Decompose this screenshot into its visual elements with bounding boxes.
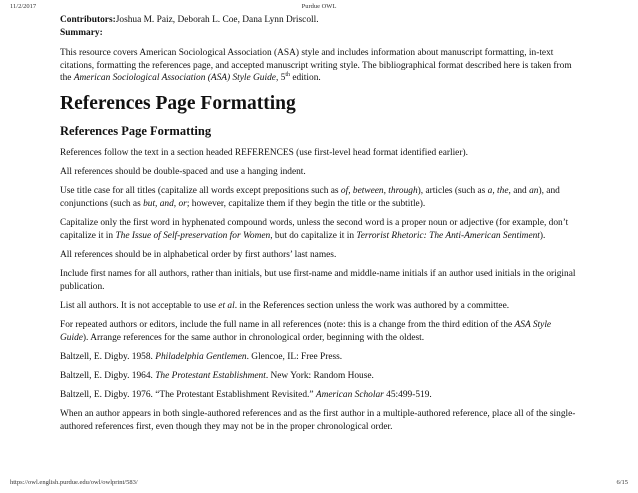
italic-run: American Scholar [315, 390, 384, 401]
paragraph-hyphenated-words [60, 217, 580, 242]
summary-edition-sup: th [285, 72, 290, 79]
italic-run: but, and, or [143, 198, 187, 209]
summary-text-1: This resource covers American Sociological Association (ASA) style and includes information about manuscript formatting, in-text citations, formatting the references page, and accepted manuscript writing style. The bibliographical format described here is taken from the [60, 48, 572, 84]
italic-run: Terrorist Rhetoric: The Anti-American Sentiment [356, 230, 540, 241]
contributors-line [60, 14, 580, 27]
italic-run: The Issue of Self-preservation for Women [115, 230, 271, 241]
text-run: ), and conjunctions (such as [60, 186, 560, 209]
reference-example-2 [60, 370, 580, 383]
contributors-value: Joshua M. Paiz, Deborah L. Coe, Dana Lynn Driscoll. [115, 15, 319, 25]
article-meta [60, 14, 580, 39]
text-run: Baltzell, E. Digby. 1976. “The Protestant Establishment Revisited.” [60, 390, 316, 401]
text-run: ). [539, 230, 546, 241]
paragraph-list-all-authors [60, 300, 580, 313]
reference-example-1 [60, 351, 580, 364]
italic-run: Philadelphia Gentlemen [155, 351, 247, 362]
paragraph-single-authored-first: When an author appears in both single-authored references and as the first author in a multiple-authored reference, place all of the single-authored references first, even though they may not be in the proper chronological order. [60, 409, 576, 432]
print-site-name: Purdue OWL [301, 3, 337, 10]
print-footer [10, 479, 628, 489]
summary-guide-title: American Sociological Association (ASA) Style Guide [73, 73, 276, 84]
paragraph-double-spaced: All references should be double-spaced and use a hanging indent. [60, 167, 306, 178]
text-run: Baltzell, E. Digby. 1958. [60, 351, 156, 362]
summary-text-3: edition. [290, 73, 321, 84]
summary-text-2: , 5 [275, 73, 286, 84]
text-run: ; however, capitalize them if they begin the title or the subtitle). [186, 198, 426, 209]
document-content [60, 14, 580, 440]
text-run: Baltzell, E. Digby. 1964. [60, 371, 156, 382]
text-run: List all authors. It is not acceptable to use [60, 300, 219, 311]
italic-run: an [529, 186, 539, 197]
print-page-number: 6/15 [616, 479, 628, 486]
page-title: References Page Formatting [60, 92, 296, 114]
reference-example-3 [60, 389, 580, 402]
summary-label: Summary: [60, 27, 103, 38]
italic-run: The Protestant Establishment [155, 371, 266, 382]
text-run: 45:499-519. [383, 390, 432, 401]
italic-run: ASA Style Guide [60, 320, 552, 343]
text-run: ), articles (such as [417, 186, 488, 197]
text-run: Use title case for all titles (capitalize all words except prepositions such as [60, 186, 341, 197]
summary-paragraph [60, 47, 580, 85]
paragraph-references-heading: References follow the text in a section headed REFERENCES (use first-level head format identified earlier). [60, 147, 468, 158]
italic-run: of, between, through [340, 186, 418, 197]
print-date: 11/2/2017 [10, 3, 37, 10]
text-run: , and [508, 186, 530, 197]
text-run: . New York: Random House. [265, 371, 374, 382]
contributors-label: Contributors: [60, 15, 116, 25]
paragraph-repeated-authors [60, 319, 580, 344]
summary-label-line [60, 27, 580, 40]
text-run: . in the References section unless the work was authored by a committee. [234, 300, 510, 311]
text-run: , but do capitalize it in [270, 230, 357, 241]
text-run: ). Arrange references for the same author in chronological order, beginning with the oldest. [82, 332, 425, 343]
print-url: https://owl.english.purdue.edu/owl/owlprint/583/ [10, 479, 138, 486]
text-run: For repeated authors or editors, include the full name in all references (note: this is a change from the third edition of the [60, 320, 515, 331]
section-title: References Page Formatting [60, 123, 212, 138]
italic-run: a, the [487, 186, 509, 197]
paragraph-first-names: Include first names for all authors, rather than initials, but use first-name and middle-name initials if an author used initials in the original publication. [60, 269, 576, 292]
paragraph-alphabetical-order: All references should be in alphabetical order by first authors’ last names. [60, 249, 337, 260]
text-run: Capitalize only the first word in hyphenated compound words, unless the second word is a proper noun or adjective (for example, don’t capitalize it in [60, 218, 569, 241]
italic-run: et al [218, 300, 235, 311]
text-run: . Glencoe, IL: Free Press. [246, 351, 343, 362]
print-header [10, 3, 628, 13]
paragraph-title-case [60, 185, 580, 210]
